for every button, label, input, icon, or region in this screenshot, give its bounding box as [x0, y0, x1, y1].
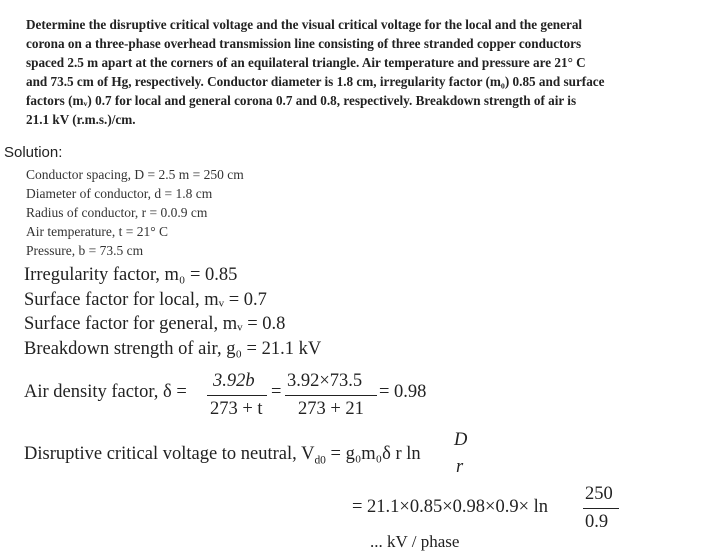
- problem-line: spaced 2.5 m apart at the corners of an equilateral triangle. Air temperature and pressure are 21° C: [26, 55, 586, 70]
- fraction-bar: [285, 395, 377, 396]
- density-result: = 0.98: [379, 382, 427, 402]
- fraction-bar: [583, 508, 619, 509]
- disruptive-subscript: d0: [314, 454, 326, 467]
- given-pressure: Pressure, b = 73.5 cm: [26, 243, 144, 258]
- density-numerator-1: 3.92b: [213, 371, 255, 391]
- problem-line: 21.1 kV (r.m.s.)/cm.: [26, 112, 136, 127]
- density-label: Air density factor, δ =: [24, 382, 187, 402]
- density-denominator-1: 273 + t: [210, 399, 263, 419]
- given-values: [26, 165, 244, 260]
- problem-line: corona on a three-phase overhead transmission line consisting of three stranded copper conductors: [26, 36, 582, 51]
- given-diameter: Diameter of conductor, d = 1.8 cm: [26, 186, 213, 201]
- disruptive-rhs: = g₀m₀δ r ln: [325, 444, 421, 464]
- problem-line: Determine the disruptive critical voltage and the visual critical voltage for the local and the general: [26, 17, 583, 32]
- disruptive-numerator: D: [454, 430, 468, 450]
- fraction-bar: [207, 395, 267, 396]
- disruptive-voltage-equation: [24, 444, 421, 467]
- density-numerator-2: 3.92×73.5: [287, 371, 363, 391]
- calc-numerator: 250: [585, 484, 613, 504]
- density-denominator-2: 273 + 21: [298, 399, 364, 419]
- factor-values: [24, 263, 321, 361]
- problem-statement: [26, 15, 698, 129]
- given-temperature: Air temperature, t = 21° C: [26, 224, 168, 239]
- calculation-line: = 21.1×0.85×0.98×0.9× ln: [352, 497, 549, 517]
- surface-factor-local: Surface factor for local, mᵥ = 0.7: [24, 289, 267, 310]
- solution-label: Solution:: [4, 144, 63, 161]
- disruptive-denominator: r: [456, 457, 464, 477]
- breakdown-strength: Breakdown strength of air, g₀ = 21.1 kV: [24, 338, 322, 359]
- calc-denominator: 0.9: [585, 512, 609, 532]
- irregularity-factor: Irregularity factor, m₀ = 0.85: [24, 265, 238, 285]
- cutoff-result-line: ... kV / phase: [370, 532, 460, 551]
- surface-factor-general: Surface factor for general, mᵥ = 0.8: [24, 314, 286, 334]
- given-spacing: Conductor spacing, D = 2.5 m = 250 cm: [26, 167, 244, 182]
- equals-sign: =: [271, 382, 282, 402]
- given-radius: Radius of conductor, r = 0.0.9 cm: [26, 205, 208, 220]
- disruptive-label: Disruptive critical voltage to neutral, V: [24, 444, 315, 464]
- problem-line: factors (mᵥ) 0.7 for local and general corona 0.7 and 0.8, respectively. Breakdown strength of air is: [26, 93, 577, 108]
- problem-line: and 73.5 cm of Hg, respectively. Conductor diameter is 1.8 cm, irregularity factor (m₀) 0.85 and surface: [26, 74, 605, 89]
